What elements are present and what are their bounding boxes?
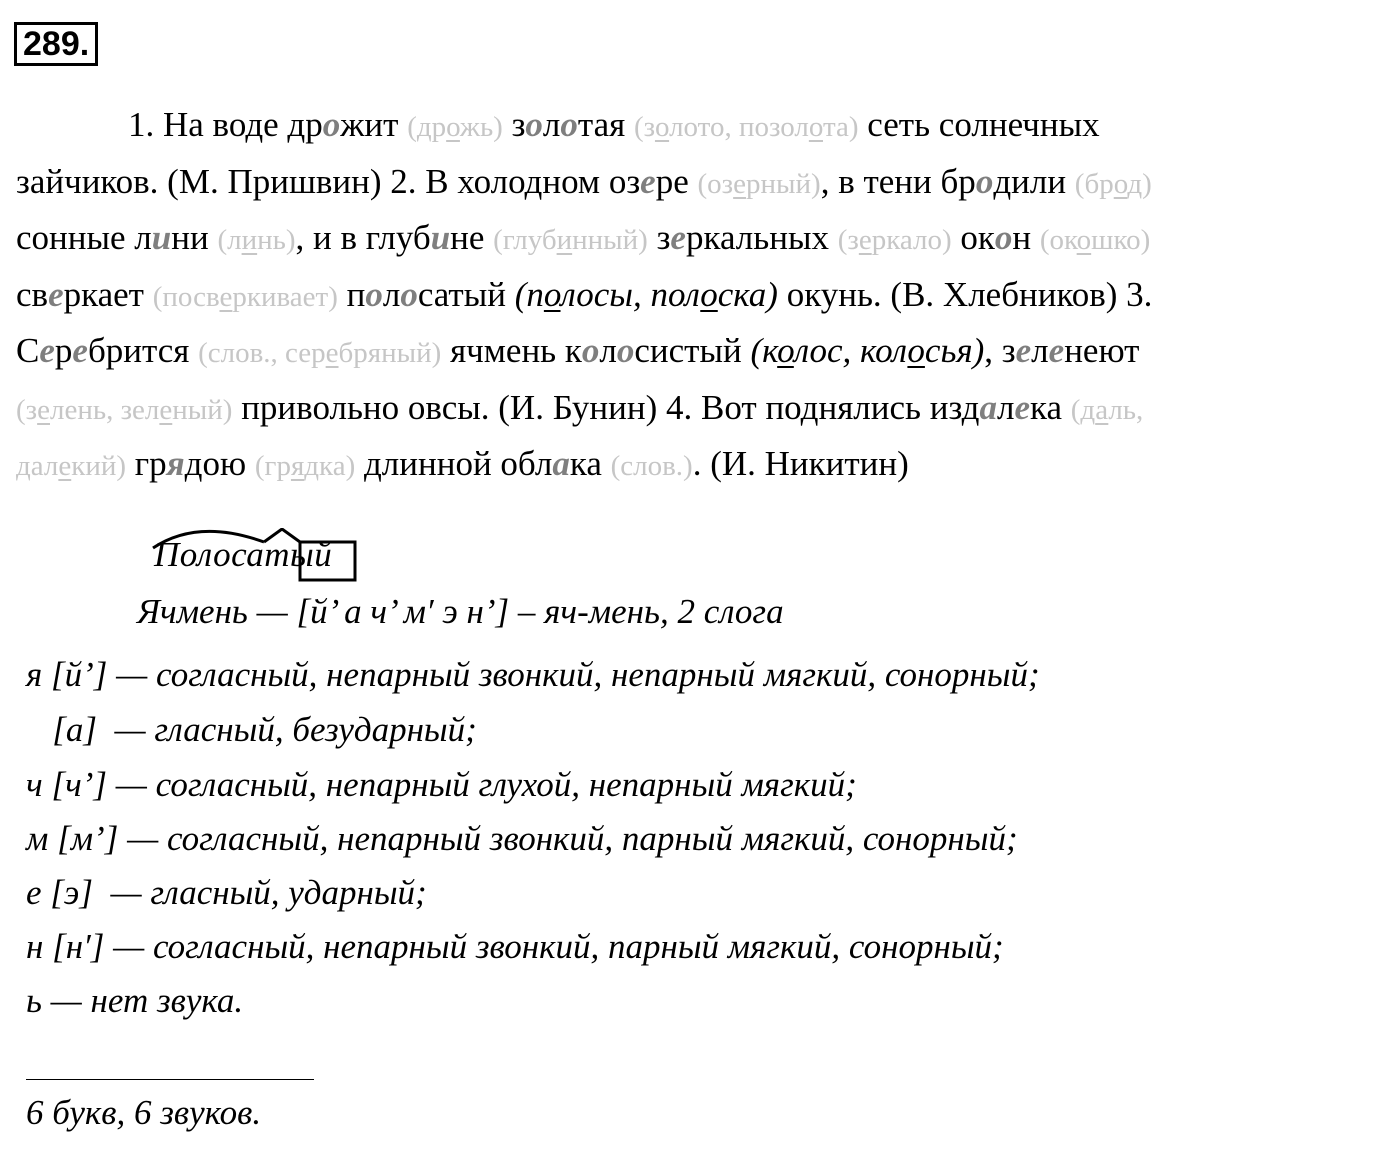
text-run: зайчиков. (М. Пришвин) 2. В холодном оз (16, 161, 641, 201)
text-run: (гр (254, 450, 291, 482)
text-run: о (777, 331, 794, 370)
text-run: о (543, 274, 561, 314)
sound-line: ь — нет звука. (26, 981, 244, 1020)
text-run: ячмень к (441, 331, 582, 370)
text-run: жит (340, 105, 408, 144)
text-run: (д (1070, 393, 1096, 426)
text-run: л (599, 331, 617, 370)
text-run: тая (577, 105, 634, 144)
text-run: я (166, 444, 185, 483)
text-run: дал (16, 450, 59, 482)
phonetic-header: Ячмень — [й’ а ч’ м′ э н’] – яч-мень, 2 слога (137, 592, 784, 631)
text-run: о (994, 218, 1013, 257)
text-run: ска) (717, 274, 778, 314)
text-run: л (542, 105, 561, 144)
text-run: е (325, 337, 339, 369)
text-run: е (858, 224, 872, 256)
text-run: л (382, 274, 401, 314)
text-run: (др (407, 111, 447, 143)
text-run: е (72, 331, 88, 370)
text-run: о (446, 111, 460, 143)
text-run: дою (184, 444, 255, 483)
sound-line: н [н′] — согласный, непарный звонкий, парный мягкий, сонорный; (26, 927, 1004, 966)
text-run: е (670, 218, 686, 257)
text-run: л (1031, 331, 1049, 370)
text-run: (бр (1074, 167, 1114, 200)
text-run: , в тени бр (820, 161, 976, 201)
text-run: 1. На воде др (128, 105, 323, 144)
text-run: сонные л (16, 218, 152, 257)
sound-line: е [э] — гласный, ударный; (26, 873, 427, 912)
text-run: та) (822, 111, 859, 143)
text-run: з (502, 105, 526, 144)
text-run: (слов.) (610, 450, 693, 482)
text-run: о (525, 105, 543, 144)
text-run: а (979, 387, 997, 427)
text-run: н (1012, 218, 1040, 257)
sound-line: м [м’] — согласный, непарный звонкий, парный мягкий, сонорный; (26, 819, 1018, 858)
text-run: лосы, пол (560, 274, 701, 314)
text-run: о (616, 331, 635, 370)
text-run: ка (569, 444, 611, 483)
sound-line: я [й’] — согласный, непарный звонкий, непарный мягкий, сонорный; (26, 655, 1040, 694)
text-run: лос, кол (793, 331, 908, 370)
text-run: е (58, 450, 72, 482)
text-run: св (16, 274, 49, 314)
text-run: длинной обл (355, 444, 553, 483)
text-run: ркало) (871, 224, 952, 256)
text-run: (з (837, 224, 859, 256)
text-run: окунь. (В. Хлебников) 3. (777, 274, 1153, 314)
morpheme-marks (148, 528, 468, 588)
text-run: нный) (572, 224, 648, 256)
text-run: а (1095, 393, 1109, 426)
text-run: з (647, 218, 671, 257)
text-run: ок (951, 218, 995, 257)
text-run: е (733, 167, 746, 200)
text-run: не (450, 218, 494, 257)
text-run: я (290, 450, 305, 482)
text-run: о (808, 111, 823, 143)
text-run: . (И. Никитин) (692, 444, 909, 483)
text-run: о (581, 331, 600, 370)
text-run: , и в глуб (295, 218, 431, 257)
text-run: шко) (1091, 224, 1151, 256)
text-run: , з (984, 331, 1016, 370)
morpheme-diagram (148, 528, 468, 588)
text-run: е (1014, 387, 1030, 427)
text-run: о (560, 105, 578, 144)
text-run: ка (1030, 387, 1071, 427)
text-run: дка) (304, 450, 356, 482)
text-run: о (400, 274, 418, 314)
exercise-number: 289. (14, 22, 98, 66)
text-run: а (552, 444, 570, 483)
text-run: (оз (697, 167, 734, 200)
text-run: бряный) (338, 337, 442, 369)
text-run: (ок (1039, 224, 1077, 256)
text-run: (л (217, 224, 242, 256)
text-run: и (556, 224, 573, 256)
text-run: (слов., сер (198, 337, 326, 369)
text-run: брится (87, 331, 199, 370)
text-run: лень, зел (50, 393, 160, 426)
text-run: (п (514, 274, 544, 314)
text-run: о (1076, 224, 1092, 256)
text-run: ре (655, 161, 698, 201)
text-run: е (37, 393, 50, 426)
text-run: д) (1127, 167, 1152, 200)
text-run: о (365, 274, 383, 314)
text-run: сатый (417, 274, 515, 314)
text-run: о (322, 105, 341, 144)
text-run: жь) (459, 111, 503, 143)
text-run: неют (1064, 331, 1140, 370)
text-run: лото, позол (669, 111, 809, 143)
sound-line: ч [ч’] — согласный, непарный глухой, непарный мягкий; (26, 765, 857, 804)
text-run: привольно овсы. (И. Бунин) 4. Вот поднялись изд (232, 387, 980, 427)
text-run: кий) (71, 450, 127, 482)
exercise-text (16, 98, 1391, 494)
text-run: (з (16, 393, 38, 426)
text-run: п (337, 274, 366, 314)
ending-box (300, 542, 355, 580)
text-run: систый (634, 331, 751, 370)
summary: 6 букв, 6 звуков. (26, 1093, 262, 1132)
text-run: сеть солнечных (858, 105, 1100, 144)
text-run: е (48, 274, 64, 314)
text-run: (к (750, 331, 778, 370)
text-run: и (430, 218, 451, 257)
text-run: ркальных (685, 218, 838, 257)
text-run: е (1015, 331, 1032, 370)
text-run: р (54, 331, 73, 370)
text-run: о (907, 331, 925, 370)
text-run: рный) (746, 167, 821, 200)
text-run: ркивает) (232, 280, 338, 313)
sound-line: [а] — гласный, безударный; (26, 710, 477, 749)
text-run: ль, (1108, 393, 1144, 426)
morpheme-word: Полосатый (154, 535, 333, 574)
text-run: сья) (924, 331, 985, 370)
text-run: (посв (152, 280, 220, 313)
text-run: е (39, 331, 55, 370)
text-run: ный) (172, 393, 233, 426)
text-run: (з (634, 111, 655, 143)
text-run: гр (126, 444, 167, 483)
text-run: о (975, 161, 994, 201)
text-run: е (219, 280, 233, 313)
text-run: о (654, 111, 670, 143)
text-run: и (241, 224, 258, 256)
text-run: ркает (63, 274, 153, 314)
text-run: е (1048, 331, 1065, 370)
text-run: (глуб (493, 224, 557, 256)
text-run: и (151, 218, 172, 257)
text-run: е (159, 393, 173, 426)
text-run: е (640, 161, 656, 201)
text-run: ни (171, 218, 218, 257)
suffix-caret (264, 529, 300, 542)
text-run: нь) (257, 224, 296, 256)
text-run: С (16, 331, 40, 370)
text-run: дили (993, 161, 1075, 201)
text-run: о (700, 274, 718, 314)
footnote-divider (26, 1079, 314, 1080)
text-run: л (996, 387, 1015, 427)
root-arc (153, 531, 264, 548)
text-run: о (1113, 167, 1128, 200)
